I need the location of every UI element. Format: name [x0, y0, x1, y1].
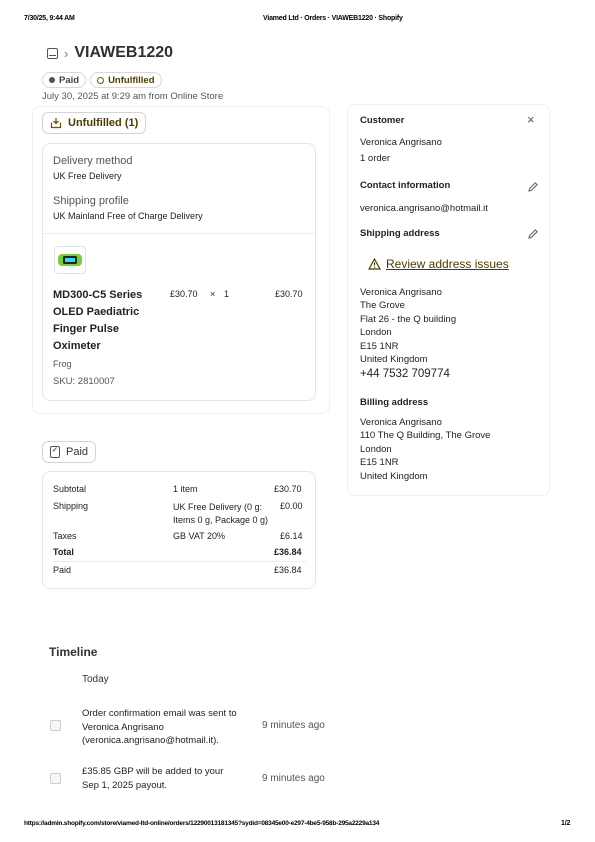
taxes-label: Taxes — [53, 531, 77, 541]
product-qty: 1 — [224, 289, 230, 299]
status-badges — [42, 72, 162, 88]
inbox-icon[interactable] — [47, 48, 58, 59]
shipping-label: Shipping — [53, 501, 89, 511]
timeline-today: Today — [82, 674, 109, 685]
subtotal-items: 1 item — [173, 484, 198, 494]
product-sku: SKU: 2810007 — [53, 376, 115, 387]
product-line-total: £30.70 — [275, 289, 303, 299]
payment-status-badge — [42, 72, 86, 88]
shipping-line: E15 1NR — [360, 340, 399, 352]
shipping-address — [360, 286, 456, 366]
unfulfilled-chip — [42, 112, 146, 134]
shipping-line: Flat 26 - the Q building — [360, 313, 457, 325]
print-url: https://admin.shopify.com/store/viamed-ltd-online/orders/12290013181345?sydid=08345e00-e297-4be5-958b-295a2229a134 — [24, 820, 380, 827]
warning-icon — [368, 258, 381, 270]
badge-paid-label: Paid — [59, 74, 80, 86]
customer-orders-link[interactable]: 1 order — [360, 153, 391, 164]
billing-line: 110 The Q Building, The Grove — [360, 430, 491, 442]
product-thumbnail[interactable] — [54, 246, 86, 274]
print-page-number: 1/2 — [561, 820, 571, 827]
billing-address-heading: Billing address — [360, 397, 429, 408]
shipping-details: UK Free Delivery (0 g: Items 0 g, Package 0 g) — [173, 502, 269, 525]
shipping-value: £0.00 — [280, 501, 303, 511]
timeline-event-text: Order confirmation email was sent to Veronica Angrisano (veronica.angrisano@hotmail.it). — [82, 708, 237, 746]
taxes-details: GB VAT 20% — [173, 531, 226, 541]
customer-phone: +44 7532 709774 — [360, 368, 450, 380]
billing-line: E15 1NR — [360, 457, 399, 469]
unfulfilled-ring-icon — [97, 77, 104, 84]
customer-heading: Customer — [360, 115, 405, 126]
review-address-link[interactable]: Review address issues — [386, 257, 509, 271]
customer-email[interactable]: veronica.angrisano@hotmail.it — [360, 203, 488, 214]
receipt-check-icon — [50, 446, 60, 458]
times-sign: × — [210, 289, 216, 299]
badge-unfulfilled-label: Unfulfilled — [108, 74, 155, 86]
checkbox-icon[interactable] — [50, 720, 61, 731]
unfulfilled-chip-label: Unfulfilled (1) — [68, 117, 139, 129]
timeline-heading: Timeline — [49, 645, 98, 659]
close-icon[interactable]: × — [527, 112, 535, 127]
paid-chip — [42, 441, 96, 463]
paid-dot-icon — [49, 77, 55, 83]
breadcrumb — [47, 44, 173, 62]
taxes-value: £6.14 — [280, 531, 303, 541]
checkbox-icon[interactable] — [50, 773, 61, 784]
delivery-method-value: UK Free Delivery — [53, 171, 122, 181]
order-subtitle: July 30, 2025 at 9:29 am from Online Store — [42, 91, 224, 102]
divider — [53, 561, 306, 562]
timeline-event-time: 9 minutes ago — [262, 720, 325, 731]
billing-address — [360, 416, 490, 483]
product-unit-price: £30.70 — [170, 289, 198, 299]
product-title[interactable]: MD300-C5 Series OLED Paediatric Finger Pulse Oximeter — [53, 289, 143, 352]
subtotal-value: £30.70 — [274, 484, 302, 494]
paid-chip-label: Paid — [66, 446, 89, 458]
chevron-right-icon: › — [64, 45, 69, 61]
oximeter-image — [57, 252, 83, 268]
paid-label: Paid — [53, 565, 72, 575]
contact-heading: Contact information — [360, 180, 451, 191]
package-icon — [50, 117, 62, 129]
total-value: £36.84 — [274, 547, 302, 557]
review-address-issues[interactable] — [368, 257, 509, 271]
subtotal-label: Subtotal — [53, 484, 87, 494]
print-datetime: 7/30/25, 9:44 AM — [24, 15, 75, 22]
shipping-line: The Grove — [360, 300, 405, 312]
timeline-event-text: £35.85 GBP will be added to your Sep 1, 2025 payout. — [82, 766, 224, 791]
shipping-line: Veronica Angrisano — [360, 287, 442, 298]
total-label: Total — [53, 547, 74, 557]
timeline-event-time: 9 minutes ago — [262, 773, 325, 784]
billing-line: United Kingdom — [360, 470, 428, 482]
shipping-address-heading: Shipping address — [360, 228, 440, 239]
page-title: VIAWEB1220 — [74, 44, 174, 61]
billing-line: London — [360, 443, 392, 455]
product-variant: Frog — [53, 359, 72, 369]
print-doc-title: Viamed Ltd · Orders · VIAWEB1220 · Shopify — [263, 15, 403, 22]
customer-name-link[interactable]: Veronica Angrisano — [360, 137, 442, 148]
fulfillment-status-badge — [90, 72, 161, 88]
shipping-line: London — [360, 327, 392, 339]
shipping-line: United Kingdom — [360, 354, 428, 366]
billing-line: Veronica Angrisano — [360, 417, 442, 428]
shipping-profile-label: Shipping profile — [53, 195, 129, 207]
divider — [43, 233, 315, 234]
delivery-method-label: Delivery method — [53, 155, 133, 167]
pencil-icon[interactable] — [527, 228, 539, 240]
paid-value: £36.84 — [274, 565, 302, 575]
shipping-profile-value: UK Mainland Free of Charge Delivery — [53, 211, 203, 221]
pencil-icon[interactable] — [527, 181, 539, 193]
